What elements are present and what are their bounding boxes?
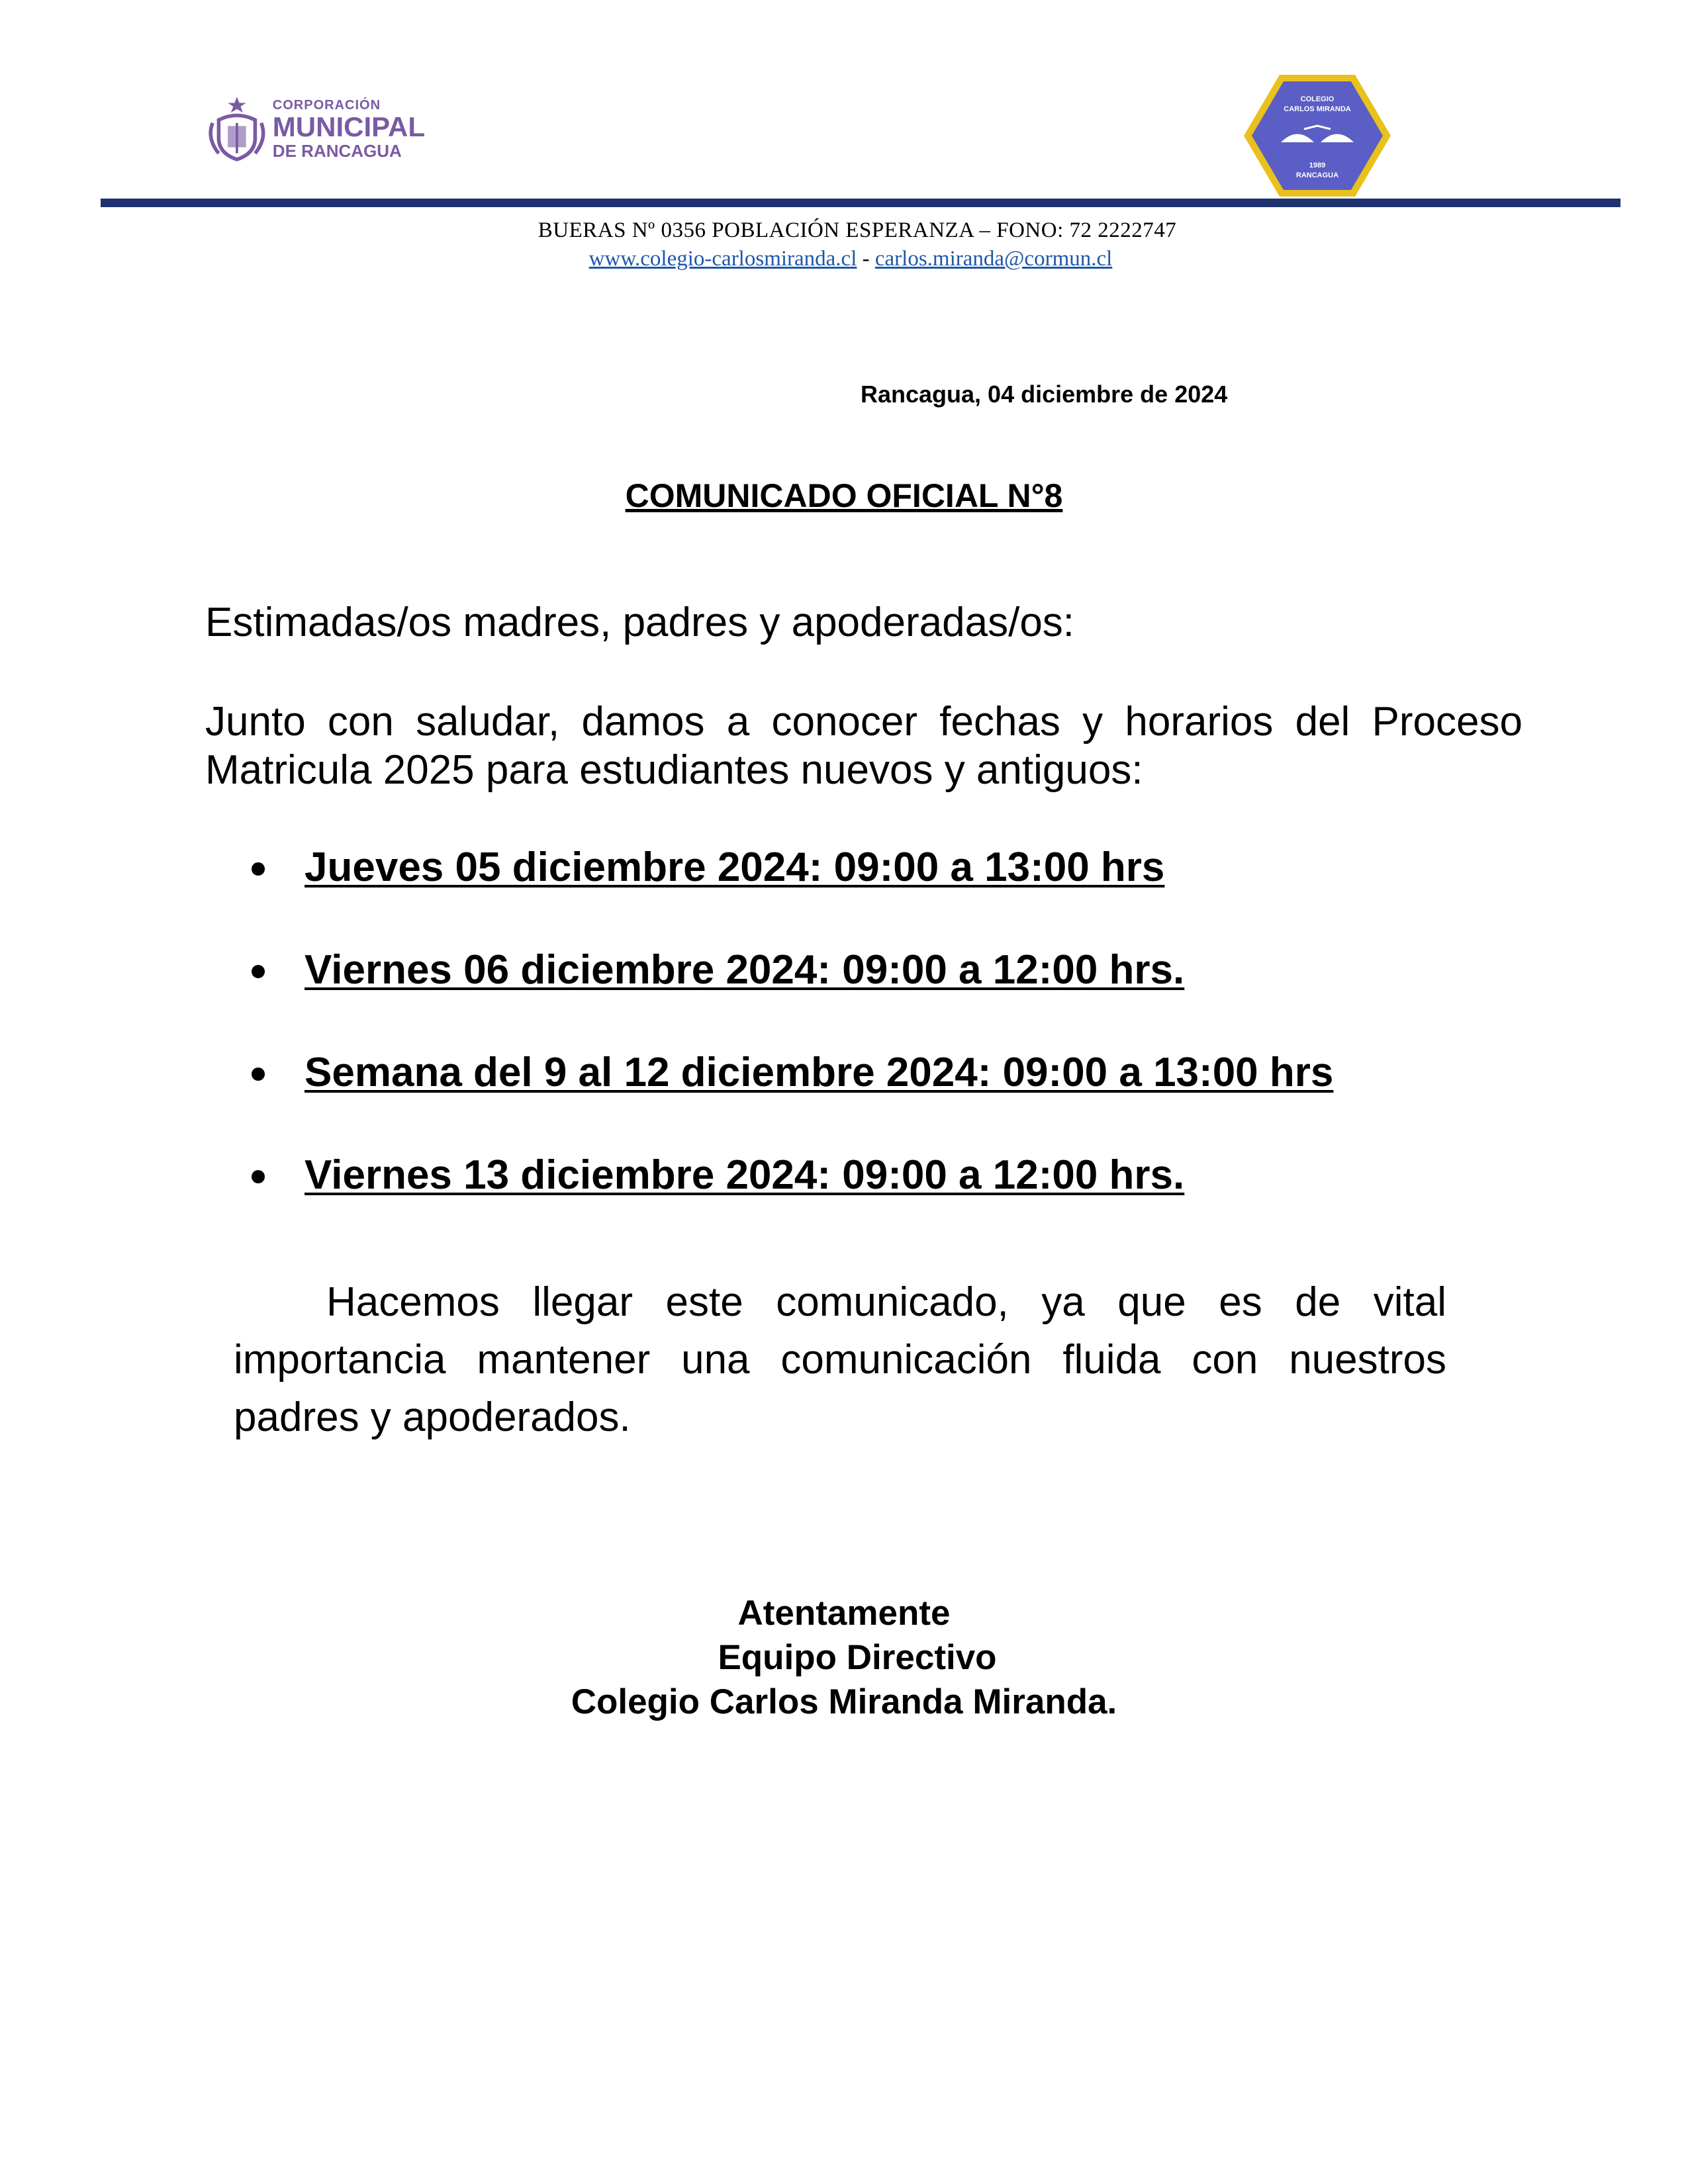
logo-year-text: 1989 <box>1309 161 1326 169</box>
bullet-icon <box>252 862 265 876</box>
contact-line <box>0 247 1688 271</box>
document-title: COMUNICADO OFICIAL N°8 <box>625 477 1063 514</box>
logo-line-rancagua: DE RANCAGUA <box>272 141 402 161</box>
list-item <box>252 1152 1575 1254</box>
list-item <box>252 1049 1575 1152</box>
signoff-school: Colegio Carlos Miranda Miranda. <box>571 1682 1117 1721</box>
schedule-list <box>252 844 1575 1254</box>
email-link[interactable]: carlos.miranda@cormun.cl <box>874 247 1113 271</box>
signoff-team: Equipo Directivo <box>718 1637 997 1677</box>
bullet-icon <box>252 1170 265 1183</box>
colegio-carlos-miranda-logo <box>1241 69 1393 202</box>
greeting: Estimadas/os madres, padres y apoderadas/os: <box>205 600 1075 645</box>
bullet-icon <box>252 1068 265 1081</box>
schedule-entry: Semana del 9 al 12 diciembre 2024: 09:00 a 13:00 hrs <box>305 1050 1334 1095</box>
logo-line-municipal: MUNICIPAL <box>272 111 425 142</box>
header-rule <box>101 199 1620 207</box>
website-link[interactable]: www.colegio-carlosmiranda.cl <box>588 247 857 271</box>
signoff-greeting: Atentamente <box>737 1594 951 1633</box>
schedule-entry: Viernes 13 diciembre 2024: 09:00 a 12:00 hrs. <box>305 1152 1185 1198</box>
document-date: Rancagua, 04 diciembre de 2024 <box>861 381 1228 408</box>
intro-paragraph: Junto con saludar, damos a conocer fechas y horarios del Proceso Matricula 2025 para estudiantes nuevos y antiguos: <box>205 699 1523 793</box>
corporacion-municipal-logo <box>207 86 425 172</box>
bullet-icon <box>252 965 265 978</box>
contact-separator: - <box>857 247 875 271</box>
municipal-crest-icon <box>207 93 267 165</box>
school-address: BUERAS Nº 0356 POBLACIÓN ESPERANZA – FONO: 72 2222747 <box>538 218 1177 242</box>
logo-line-corporacion: CORPORACIÓN <box>272 98 381 113</box>
list-item <box>252 946 1575 1049</box>
logo-rancagua-text: RANCAGUA <box>1295 171 1339 179</box>
closing-paragraph: Hacemos llegar este comunicado, ya que es de vital importancia mantener una comunicación fluida con nuestros padres y apoderados. <box>234 1279 1446 1440</box>
list-item <box>252 844 1575 946</box>
schedule-entry: Viernes 06 diciembre 2024: 09:00 a 12:00 hrs. <box>305 947 1185 993</box>
signoff-block <box>0 1592 1688 1724</box>
schedule-entry: Jueves 05 diciembre 2024: 09:00 a 13:00 hrs <box>305 844 1165 890</box>
logo-colegio-text: COLEGIO <box>1300 95 1335 103</box>
logo-name-text: CARLOS MIRANDA <box>1284 105 1351 113</box>
